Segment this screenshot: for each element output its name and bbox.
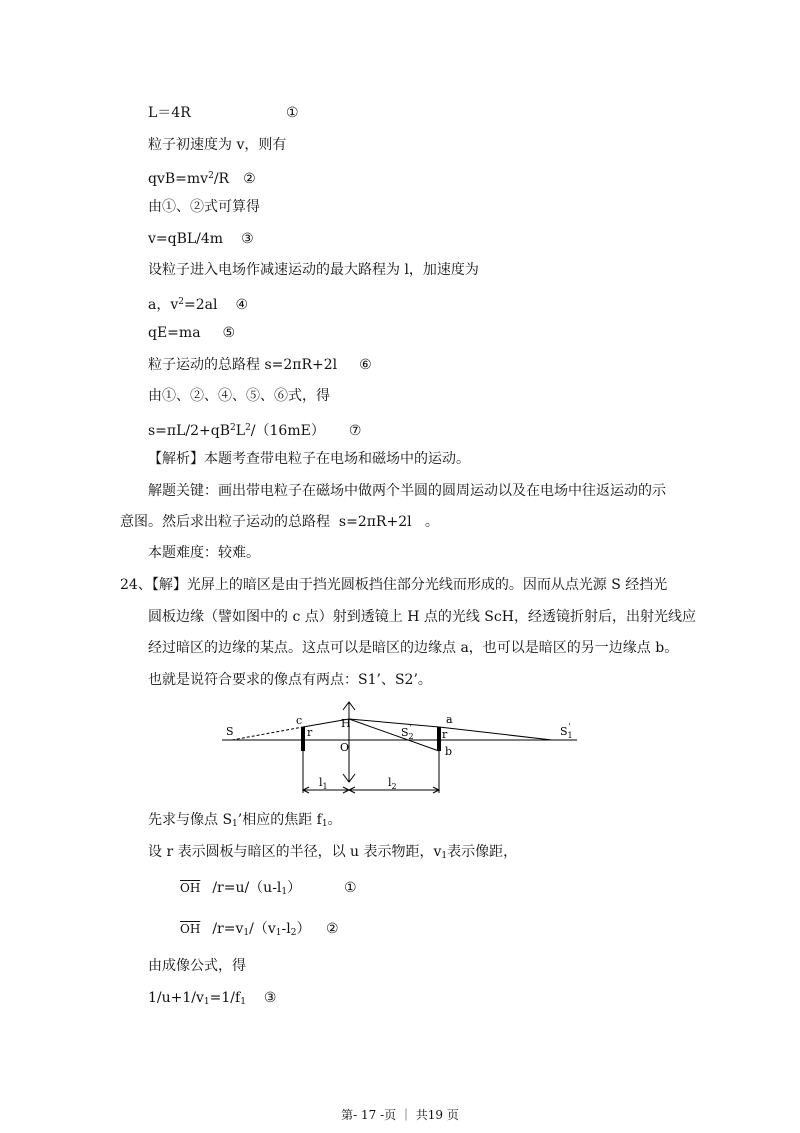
label-r-screen: r xyxy=(442,728,448,741)
subscript: 1 xyxy=(321,819,328,829)
text-line: 设粒子进入电场作减速运动的最大路程为 l，加速度为 xyxy=(148,262,479,278)
eq-number: ⑤ xyxy=(222,325,236,341)
eq-line-7 xyxy=(148,418,361,441)
eq-line-9 xyxy=(180,919,339,943)
subscript: 1 xyxy=(281,887,288,897)
eq-number: ① xyxy=(344,880,357,896)
eq-text: =1/f xyxy=(209,990,241,1006)
label-S: S xyxy=(226,725,234,738)
eq-number: ① xyxy=(286,105,299,121)
eq-text: qvB=mv xyxy=(148,171,209,187)
subscript: 1 xyxy=(203,997,210,1007)
eq-line-6 xyxy=(148,355,372,375)
eq-line-3 xyxy=(148,229,254,249)
eq-line-5 xyxy=(148,323,235,343)
eq-text: ） xyxy=(287,880,302,896)
eq-line-2 xyxy=(148,166,256,189)
eq-text: /R xyxy=(213,171,230,187)
eq-line-1 xyxy=(148,103,299,123)
problem-24-line: 24、【解】光屏上的暗区是由于挡光圆板挡住部分光线而形成的。因而从点光源 S 经挡光 xyxy=(120,577,668,593)
eq-text: /r=v xyxy=(212,921,244,937)
label-S1-main: S xyxy=(560,725,568,738)
label-a: a xyxy=(446,713,453,726)
text: 先求与像点 S xyxy=(148,812,233,828)
text: 表示像距， xyxy=(447,844,518,860)
text: ’相应的焦距 f xyxy=(237,812,322,828)
eq-line-8 xyxy=(180,878,357,902)
eq-number: ⑥ xyxy=(359,357,372,373)
analysis-line: 【解析】本题考查带电粒子在电场和磁场中的运动。 xyxy=(148,451,470,467)
text-line xyxy=(148,810,342,834)
label-l2-sub: 2 xyxy=(391,782,397,791)
text: 设 r 表示圆板与暗区的半径，以 u 表示物距，v xyxy=(148,844,442,860)
eq-text: ） xyxy=(296,921,311,937)
eq-text: /（16mE） xyxy=(250,423,325,439)
label-S1-sub: 1 xyxy=(567,731,573,740)
eq-number: ③ xyxy=(263,990,277,1006)
eq-line-4 xyxy=(148,292,248,315)
label-r-disk: r xyxy=(307,726,313,739)
eq-text: v=qBL/4m xyxy=(148,231,224,247)
eq-text: L xyxy=(235,423,246,439)
label-S1 xyxy=(560,722,573,740)
text-line: 圆板边缘（譬如图中的 c 点）射到透镜上 H 点的光线 ScH，经透镜折射后，出射光线应 xyxy=(148,609,696,625)
ray-a-s1 xyxy=(439,727,552,740)
subscript: 1 xyxy=(232,819,238,829)
eq-text: =2al xyxy=(184,297,218,313)
text-line: 经过暗区的边缘的某点。这点可以是暗区的边缘点 a，也可以是暗区的另一边缘点 b。 xyxy=(148,640,679,656)
label-S1-prime: ' xyxy=(568,722,571,731)
label-l1 xyxy=(319,776,328,791)
eq-text: s=πL/2+qB xyxy=(148,423,231,439)
eq-line-10 xyxy=(148,988,276,1012)
subscript: 1 xyxy=(240,997,246,1007)
superscript: 2 xyxy=(178,297,184,307)
page-footer: 第- 17 -页 ｜ 共19 页 xyxy=(341,1108,459,1122)
eq-number: ② xyxy=(326,921,339,937)
label-b: b xyxy=(445,745,453,758)
label-S2-prime: ' xyxy=(409,723,412,732)
text-line: 由①、②、④、⑤、⑥式，得 xyxy=(148,388,330,404)
label-O: O xyxy=(340,741,350,754)
text-line: 也就是说符合要求的像点有两点：S1’、S2’。 xyxy=(148,672,432,688)
eq-text: 粒子运动的总路程 s=2πR+2l xyxy=(148,357,338,373)
eq-number: ② xyxy=(243,171,256,187)
ray-s-c xyxy=(232,727,303,740)
eq-number: ③ xyxy=(241,231,254,247)
text-line: 本题难度：较难。 xyxy=(148,545,260,561)
text-line xyxy=(148,842,517,866)
eq-text: 1/u+1/v xyxy=(148,990,204,1006)
overline-segment: $\overline{OH}$ xyxy=(180,881,201,895)
eq-text: L＝4R xyxy=(148,105,191,121)
eq-text: a，v xyxy=(148,297,179,313)
text-line: 粒子初速度为 v，则有 xyxy=(148,137,287,153)
eq-text: /r=u/（u-l xyxy=(212,880,282,896)
subscript: 1 xyxy=(243,928,250,938)
text: 。 xyxy=(327,812,342,828)
superscript: 2 xyxy=(230,423,236,433)
label-c: c xyxy=(296,714,303,727)
text-line: 由成像公式，得 xyxy=(148,958,246,974)
overline-segment: $\overline{OH}$ xyxy=(180,922,201,936)
ray-h-a xyxy=(349,719,439,727)
eq-text: /（v xyxy=(249,921,276,937)
label-l1-sub: 1 xyxy=(322,782,328,791)
optics-diagram xyxy=(222,698,582,798)
eq-number: ⑦ xyxy=(348,423,362,439)
label-H: H xyxy=(341,717,351,730)
text-line: 意图。然后求出粒子运动的总路程 s=2πR+2l 。 xyxy=(120,514,439,530)
ray-h-b xyxy=(349,719,439,751)
label-S2 xyxy=(401,723,414,741)
label-l1-main: l xyxy=(319,776,323,789)
subscript: 1 xyxy=(441,851,448,861)
label-S2-sub: 2 xyxy=(408,732,414,741)
eq-text: qE=ma xyxy=(148,325,201,341)
text-line: 由①、②式可算得 xyxy=(148,199,260,215)
superscript: 2 xyxy=(208,171,214,181)
label-l2 xyxy=(388,776,397,791)
label-l2-main: l xyxy=(388,776,392,789)
text-line: 解题关键：画出带电粒子在磁场中做两个半圆的圆周运动以及在电场中往返运动的示 xyxy=(148,483,666,499)
superscript: 2 xyxy=(245,423,251,433)
eq-number: ④ xyxy=(235,297,249,313)
label-S2-main: S xyxy=(401,726,409,739)
subscript: 2 xyxy=(290,928,297,938)
subscript: 1 xyxy=(275,928,282,938)
eq-text: -l xyxy=(281,921,291,937)
